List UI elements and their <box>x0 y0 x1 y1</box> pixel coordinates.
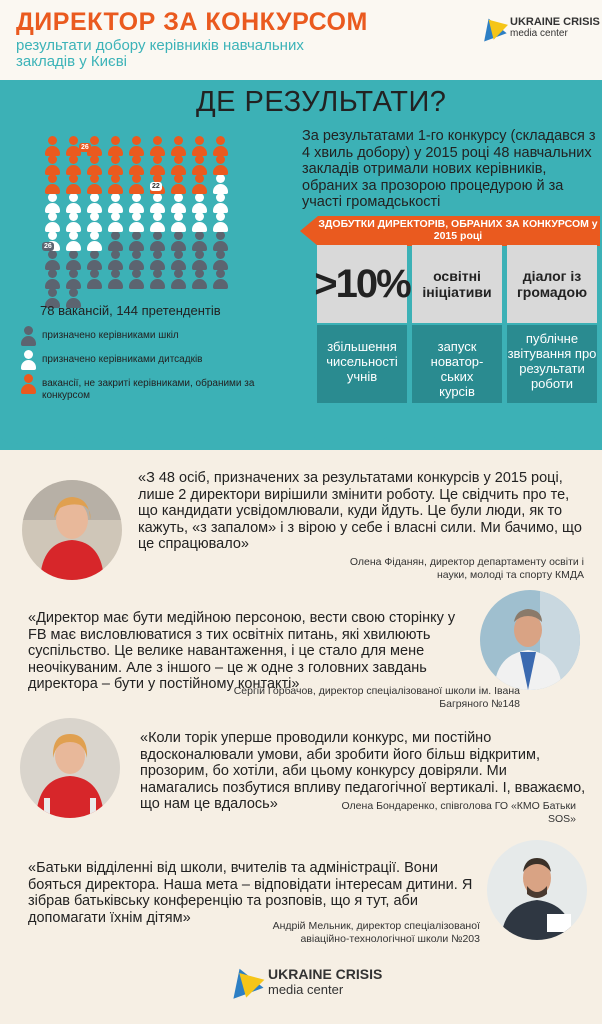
photo-bondarenko <box>20 718 120 818</box>
person-icon <box>128 231 144 253</box>
person-icon <box>44 155 60 177</box>
person-icon <box>44 193 60 215</box>
badge-gray: 26 <box>44 243 52 250</box>
results-title: ДЕ РЕЗУЛЬТАТИ? <box>196 86 447 118</box>
person-icon <box>149 136 165 158</box>
person-icon <box>128 174 144 196</box>
person-icon <box>128 212 144 234</box>
person-icon <box>65 193 81 215</box>
footer-logo-line1: UKRAINE CRISIS <box>268 966 383 982</box>
person-icon <box>107 250 123 272</box>
quote-text-3: «Коли торік уперше проводили конкурс, ми постійно вдосконалювали умови, аби зробити його більш відкритим, прозорим, бо хотіли, аби цьому конкурсу довіряли. Ми намагались позбутися впливу педагогічної вертикалі. І, вважаємо, що нам це вдалось» <box>140 730 586 812</box>
person-icon <box>191 155 207 177</box>
ukraine-crisis-logo <box>478 14 600 42</box>
logo-line2: media center <box>510 28 568 39</box>
person-icon <box>44 174 60 196</box>
person-icon <box>128 250 144 272</box>
person-gray-icon <box>20 326 36 348</box>
person-icon <box>170 136 186 158</box>
person-icon <box>212 155 228 177</box>
person-icon <box>212 269 228 291</box>
person-icon <box>212 174 228 196</box>
quote-attr-1: Олена Фіданян, директор департаменту освіти і науки, молоді та спорту КМДА <box>349 556 584 581</box>
person-icon <box>149 212 165 234</box>
person-icon <box>86 193 102 215</box>
person-icon <box>107 136 123 158</box>
person-icon <box>170 231 186 253</box>
quote-text-2: «Директор має бути медійною персоною, вести свою сторінку у FB має висловлюватися з тих освітніх питань, які хвилюють суспільство. Це велике навантаження, і це стало для мене неочікуваним. Але з іншого – це ж одне з головних завдань директора – бути у постійному контакті» <box>28 610 456 692</box>
person-icon <box>170 269 186 291</box>
person-icon <box>170 174 186 196</box>
person-icon <box>65 250 81 272</box>
person-icon <box>191 193 207 215</box>
person-icon <box>212 193 228 215</box>
person-icon <box>212 136 228 158</box>
photo-fidanyan <box>22 480 122 580</box>
person-icon <box>191 212 207 234</box>
person-icon <box>86 155 102 177</box>
person-icon <box>86 231 102 253</box>
badge-white: 22 <box>152 183 160 190</box>
person-white-icon <box>20 350 36 372</box>
person-icon <box>170 193 186 215</box>
person-icon <box>65 174 81 196</box>
person-icon <box>212 231 228 253</box>
photo-melnyk <box>487 840 587 940</box>
person-icon <box>191 269 207 291</box>
logo-mark-icon <box>478 14 506 42</box>
person-icon <box>44 212 60 234</box>
ribbon-text: ЗДОБУТКИ ДИРЕКТОРІВ, ОБРАНИХ ЗА КОНКУРСОМ у 2015 році <box>318 218 598 242</box>
header <box>0 0 602 80</box>
person-icon <box>65 155 81 177</box>
footer-logo <box>226 964 382 1000</box>
person-icon <box>65 231 81 253</box>
person-icon <box>86 174 102 196</box>
person-icon <box>149 231 165 253</box>
person-icon <box>107 155 123 177</box>
person-icon <box>191 136 207 158</box>
page-subtitle: результати добору керівників навчальних закладів у Києві <box>16 37 304 70</box>
person-icon <box>107 269 123 291</box>
person-icon <box>86 212 102 234</box>
person-icon <box>44 250 60 272</box>
quote-text-4: «Батьки відділенні від школи, вчителів та адміністрації. Вони бояться директора. Наша мета – відповідати інтересам дитини. Я зібрав батьківську конференцію та розповів, що я тут, аби допомагати їхнім дітям» <box>28 860 473 926</box>
person-icon <box>128 136 144 158</box>
person-icon <box>170 212 186 234</box>
person-icon <box>86 269 102 291</box>
person-orange-icon <box>20 374 36 396</box>
person-icon <box>44 136 60 158</box>
person-icon <box>191 250 207 272</box>
footer-logo-mark-icon <box>226 964 262 1000</box>
person-icon <box>107 231 123 253</box>
person-icon <box>107 174 123 196</box>
person-icon <box>128 155 144 177</box>
quote-attr-4: Андрій Мельник, директор спеціалізованої авіаційно-технологічної школи №203 <box>272 920 480 945</box>
person-icon <box>107 193 123 215</box>
page-title: ДИРЕКТОР ЗА КОНКУРСОМ <box>16 8 368 36</box>
person-icon <box>128 193 144 215</box>
results-text: За результатами 1-го конкурсу (складався з 4 хвиль добору) у 2015 році 48 навчальних закладів отримали нових керівників, обраних за прозорою процедурою й за участі громадськості <box>302 128 596 210</box>
logo-line1: UKRAINE CRISIS <box>510 16 600 28</box>
wave-divider <box>0 425 602 455</box>
person-icon <box>170 250 186 272</box>
person-icon <box>191 231 207 253</box>
person-icon <box>107 212 123 234</box>
vacancies-count: 78 вакансій, 144 претендентів <box>40 303 221 318</box>
person-icon <box>149 269 165 291</box>
person-icon <box>65 269 81 291</box>
photo-gorbachov <box>480 590 580 690</box>
person-icon <box>149 193 165 215</box>
badge-orange: 26 <box>81 144 89 151</box>
footer-logo-line2: media center <box>268 982 344 997</box>
person-icon <box>149 155 165 177</box>
quote-attr-3: Олена Бондаренко, співголова ГО «КМО Батьки SOS» <box>341 800 576 825</box>
person-icon <box>128 269 144 291</box>
quote-text-1: «З 48 осіб, призначених за результатами конкурсів у 2015 році, лише 2 директори вирішили змінити роботу. Це свідчить про те, що кандидати усвідомлювали, куди йдуть. Це були люди, як то кажуть, «з запалом» і з вірою у себе і власні сили. Ми бачимо, що це спрацювало» <box>138 470 582 552</box>
person-icon <box>170 155 186 177</box>
person-icon <box>149 250 165 272</box>
person-icon <box>212 250 228 272</box>
person-icon <box>86 250 102 272</box>
person-icon <box>65 212 81 234</box>
person-icon <box>212 212 228 234</box>
person-icon <box>44 269 60 291</box>
quote-attr-2: Сергій Горбачов, директор спеціалізованої школи ім. Івана Багряного №148 <box>233 685 520 710</box>
person-icon <box>191 174 207 196</box>
